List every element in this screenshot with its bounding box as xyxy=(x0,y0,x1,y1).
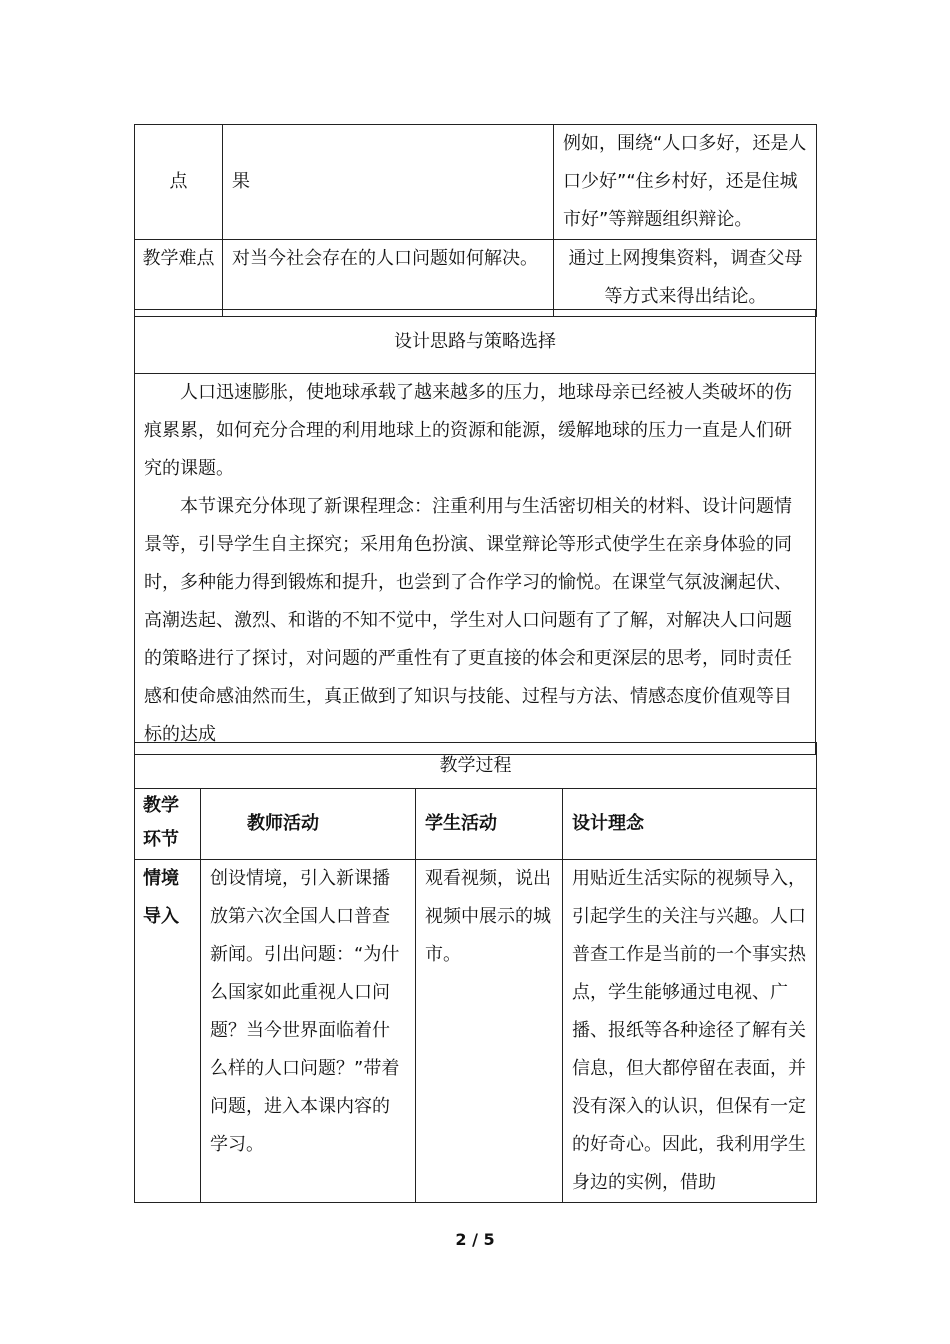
table-row xyxy=(135,860,817,1203)
stage-cell xyxy=(135,860,201,1203)
row-label-cell xyxy=(135,240,223,317)
design-paragraph: 本节课充分体现了新课程理念：注重利用与生活密切相关的材料、设计问题情景等，引导学生自主探究；采用角色扮演、课堂辩论等形式使学生在亲身体验的同时，多种能力得到锻炼和提升，也尝到了合作学习的愉悦。在课堂气氛波澜起伏、高潮迭起、激烈、和谐的不知不觉中，学生对人口问题有了了解，对解决人口问题的策略进行了探讨，对问题的严重性有了更直接的体会和更深层的思考，同时责任感和使命感油然而生，真正做到了知识与技能、过程与方法、情感态度价值观等目标的达成 xyxy=(144,496,792,745)
row-label: 点 xyxy=(169,171,188,192)
key-points-table xyxy=(134,124,817,317)
row-label-cell xyxy=(135,125,223,240)
design-paragraph: 人口迅速膨胀，使地球承载了越来越多的压力，地球母亲已经被人类破坏的伤痕累累，如何充分合理的利用地球上的资源和能源，缓解地球的压力一直是人们研究的课题。 xyxy=(144,382,792,479)
section-heading-cell xyxy=(135,743,817,789)
method-cell xyxy=(554,240,817,317)
student-text: 观看视频，说出视频中展示的城市。 xyxy=(425,868,551,965)
teacher-text: 创设情境，引入新课播放第六次全国人口普查新闻。引出问题：“为什么国家如此重视人口问题？当今世界面临着什么样的人口问题？”带着问题，进入本课内容的学习。 xyxy=(210,868,400,1155)
method-text: 通过上网搜集资料，调查父母等方式来得出结论。 xyxy=(568,248,803,307)
header-cell-student xyxy=(416,789,563,860)
header-cell-concept xyxy=(563,789,817,860)
method-text: 例如，围绕“人口多好，还是人口少好”“住乡村好，还是住城市好”等辩题组织辩论。 xyxy=(563,133,807,230)
content-cell xyxy=(223,125,554,240)
header-cell-teacher xyxy=(201,789,416,860)
row-label: 教学难点 xyxy=(142,248,215,269)
header-cell-stage xyxy=(135,789,201,860)
concept-cell xyxy=(563,860,817,1203)
design-table xyxy=(134,309,816,755)
process-table xyxy=(134,742,817,1203)
student-cell xyxy=(416,860,563,1203)
teacher-cell xyxy=(201,860,416,1203)
section-heading-cell xyxy=(135,310,816,374)
content-cell xyxy=(223,240,554,317)
content-text: 果 xyxy=(232,171,250,192)
design-body-cell xyxy=(135,374,816,755)
section-heading: 设计思路与策略选择 xyxy=(394,330,556,352)
column-header: 教学环节 xyxy=(143,795,179,850)
method-cell xyxy=(554,125,817,240)
stage-text: 情境导入 xyxy=(143,868,179,927)
page-number: 2 / 5 xyxy=(455,1230,495,1249)
concept-text: 用贴近生活实际的视频导入，引起学生的关注与兴趣。人口普查工作是当前的一个事实热点，学生能够通过电视、广播、报纸等各种途径了解有关信息，但大都停留在表面，并没有深入的认识，但保有一定的好奇心。因此，我利用学生身边的实例，借助 xyxy=(572,868,806,1193)
content-text: 对当今社会存在的人口问题如何解决。 xyxy=(232,248,538,269)
column-header: 学生活动 xyxy=(425,813,497,834)
column-header: 教师活动 xyxy=(247,813,319,834)
column-header: 设计理念 xyxy=(572,813,644,834)
section-heading: 教学过程 xyxy=(439,754,512,776)
